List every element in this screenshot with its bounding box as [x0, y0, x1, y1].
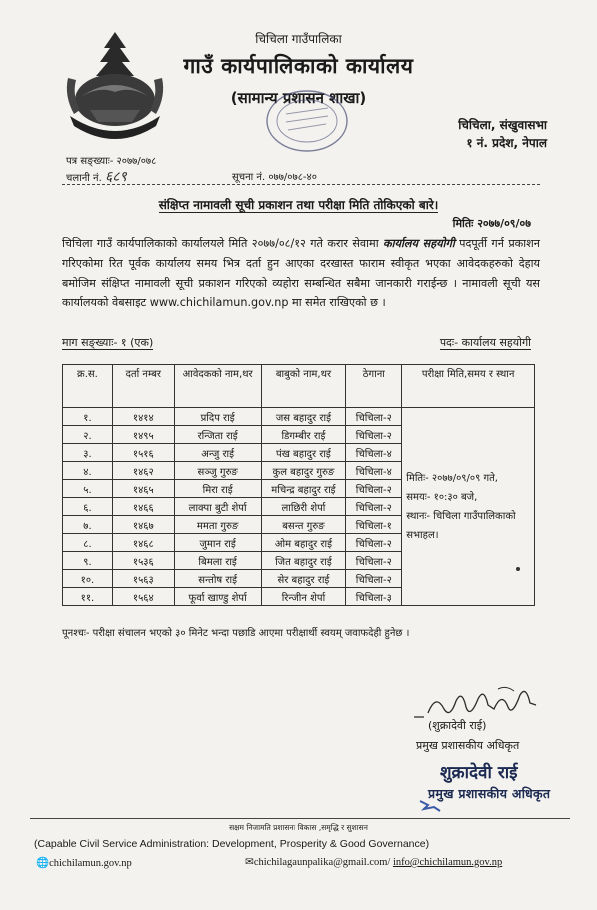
col-header-father: बाबुको नाम,थर — [261, 365, 346, 408]
cell-reg: १४६८ — [112, 534, 174, 552]
header-divider — [62, 184, 540, 185]
cell-father: जस बहादुर राई — [261, 408, 346, 426]
cell-reg: १४९५ — [112, 426, 174, 444]
cell-address: चिचिला-२ — [346, 570, 402, 588]
cell-father: मचिन्द्र बहादुर राई — [261, 480, 346, 498]
cell-address: चिचिला-२ — [346, 552, 402, 570]
cell-sn: ११. — [63, 588, 113, 606]
cell-sn: १०. — [63, 570, 113, 588]
globe-icon: 🌐 — [36, 858, 50, 869]
cell-father: लाछिरी शेर्पा — [261, 498, 346, 516]
notice-date: मितिः २०७७/०९/०७ — [452, 217, 531, 230]
cell-reg: १४६२ — [112, 462, 174, 480]
dispatch-label: चलानी नं. — [66, 173, 102, 184]
dispatch-value: ६८९ — [104, 169, 127, 185]
cell-address: चिचिला-२ — [346, 534, 402, 552]
cell-applicant: मिरा राई — [174, 480, 261, 498]
col-header-address: ठेगाना — [346, 365, 402, 408]
office-stamp — [262, 86, 352, 156]
cell-reg: १५३६ — [112, 552, 174, 570]
cell-sn: १. — [63, 408, 113, 426]
ink-dot — [516, 567, 520, 571]
signatory-name: (शुक्रादेवी राई) — [428, 719, 487, 732]
footnote: पूनश्चः- परीक्षा संचालन भएको ३० मिनेट भन्दा पछाडि आएमा परीक्षार्थी स्वयम् जवाफदेही हुनेछ । — [62, 628, 410, 639]
notice-body: चिचिला गाउँ कार्यपालिकाको कार्यालयले मिति २०७७/०८/१२ गते करार सेवामा कार्यालय सहयोगी पदपूर्ती गर्न प्रकाशन गरिएकोमा रित पूर्वक कार्यालय समय भित्र दर्ता हुन आएका दरखास्त फाराम स्वीकृत भएका आवेदकहरुको देहाय बमोजिम संक्षिप्त नामावली सूची प्रकाशन गरिएको व्यहोरा सम्बन्धित सबैमा जानकारी गराईन्छ । नामावली सूची यस कार्यालयको वेबसाइट www.chichilamun.gov.np मा समेत राखिएको छ । — [62, 237, 540, 310]
cell-father: ओम बहादुर राई — [261, 534, 346, 552]
cell-applicant: फूर्वा खाण्डु शेर्पा — [174, 588, 261, 606]
cell-reg: १४६५ — [112, 480, 174, 498]
handwritten-signature — [410, 683, 540, 723]
cell-address: चिचिला-२ — [346, 408, 402, 426]
cell-reg: १४६७ — [112, 516, 174, 534]
footer-divider — [30, 818, 570, 819]
cell-address: चिचिला-२ — [346, 426, 402, 444]
cell-address: चिचिला-२ — [346, 498, 402, 516]
cell-father: जित बहादुर राई — [261, 552, 346, 570]
cell-address: चिचिला-४ — [346, 444, 402, 462]
col-header-applicant: आवेदकको नाम,थर — [174, 365, 261, 408]
cell-reg: १५६४ — [112, 588, 174, 606]
address-line-2: १ नं. प्रदेश, नेपाल — [466, 136, 547, 150]
cell-applicant: सञ्जु गुरुङ — [174, 462, 261, 480]
cell-address: चिचिला-३ — [346, 588, 402, 606]
cell-sn: ५. — [63, 480, 113, 498]
cell-applicant: जुमान राई — [174, 534, 261, 552]
cell-applicant: लाक्पा बुटी शेर्पा — [174, 498, 261, 516]
municipality-name: चिचिला गाउँपालिका — [255, 32, 342, 46]
letter-number: पत्र सङ्ख्याः- २०७७/०७८ — [66, 156, 157, 167]
demand-count: माग सङ्ख्याः- १ (एक) — [62, 336, 154, 349]
col-header-reg: दर्ता नम्बर — [112, 365, 174, 408]
address-line-1: चिचिला, संखुवासभा — [458, 118, 547, 132]
cell-applicant: रन्जिता राई — [174, 426, 261, 444]
table-header-row — [63, 365, 535, 408]
cell-reg: १५१६ — [112, 444, 174, 462]
post-name-emphasis: कार्यालय सहयोगी — [382, 237, 455, 250]
cell-father: रिन्जीन शेर्पा — [261, 588, 346, 606]
cell-sn: २. — [63, 426, 113, 444]
footer-motto: सक्षम निजामति प्रशासनः विकास ,समृद्धि र सुशासन — [229, 823, 368, 832]
cell-address: चिचिला-१ — [346, 516, 402, 534]
exam-place: स्थानः- चिचिला गाउँपालिकाको सभाहल। — [406, 510, 516, 541]
post-title: पदः- कार्यालय सहयोगी — [439, 336, 531, 349]
footer-website[interactable]: 🌐chichilamun.gov.np — [36, 858, 132, 869]
footer-email[interactable]: ✉chichilagaunpalika@gmail.com/ info@chichilamun.gov.np — [245, 857, 503, 868]
exam-details — [402, 408, 535, 606]
office-title: गाउँ कार्यपालिकाको कार्यालय — [183, 54, 414, 78]
cell-address: चिचिला-४ — [346, 462, 402, 480]
cell-address: चिचिला-२ — [346, 480, 402, 498]
notice-number: सूचना नं. ०७७/०७८-४० — [232, 172, 317, 183]
cell-reg: १५६३ — [112, 570, 174, 588]
notice-subject: संक्षिप्त नामावली सूची प्रकाशन तथा परीक्षा मिति तोकिएको बारे। — [158, 198, 439, 212]
cell-sn: ८. — [63, 534, 113, 552]
cell-sn: ६. — [63, 498, 113, 516]
cell-father: बसन्त गुरुङ — [261, 516, 346, 534]
ink-mark — [418, 795, 442, 813]
signatory-post: प्रमुख प्रशासकीय अधिकृत — [416, 739, 520, 752]
cell-father: सेर बहादुर राई — [261, 570, 346, 588]
cell-father: कुल बहादुर गुरुङ — [261, 462, 346, 480]
cell-sn: ७. — [63, 516, 113, 534]
candidate-table — [62, 364, 535, 606]
cell-applicant: ममता गुरुङ — [174, 516, 261, 534]
cell-applicant: बिमला राई — [174, 552, 261, 570]
cell-reg: १४६६ — [112, 498, 174, 516]
signature-stamp-name: शुक्रादेवी राई — [440, 763, 518, 783]
col-header-sn: क्र.स. — [63, 365, 113, 408]
email-link[interactable]: info@chichilamun.gov.np — [392, 857, 503, 868]
cell-applicant: प्रदिप राई — [174, 408, 261, 426]
cell-sn: ४. — [63, 462, 113, 480]
exam-date: मितिः- २०७७/०९/०९ गते, — [406, 472, 498, 484]
cell-sn: ९. — [63, 552, 113, 570]
signature-stamp-post: प्रमुख प्रशासकीय अधिकृत — [428, 786, 551, 801]
footer-english-motto: (Capable Civil Service Administration: Development, Prosperity & Good Governance) — [34, 838, 430, 850]
branch-name: (सामान्य प्रशासन शाखा) — [230, 89, 367, 107]
cell-sn: ३. — [63, 444, 113, 462]
cell-father: पंख बहादुर राई — [261, 444, 346, 462]
cell-father: डिगम्बीर राई — [261, 426, 346, 444]
exam-time: समयः- १०:३० बजे, — [406, 491, 478, 503]
cell-applicant: सन्तोष राई — [174, 570, 261, 588]
mail-icon: ✉ — [245, 857, 254, 868]
cell-reg: १४१४ — [112, 408, 174, 426]
cell-applicant: अन्जु राई — [174, 444, 261, 462]
table-row — [63, 408, 535, 426]
col-header-exam: परीक्षा मिति,समय र स्थान — [402, 365, 535, 408]
